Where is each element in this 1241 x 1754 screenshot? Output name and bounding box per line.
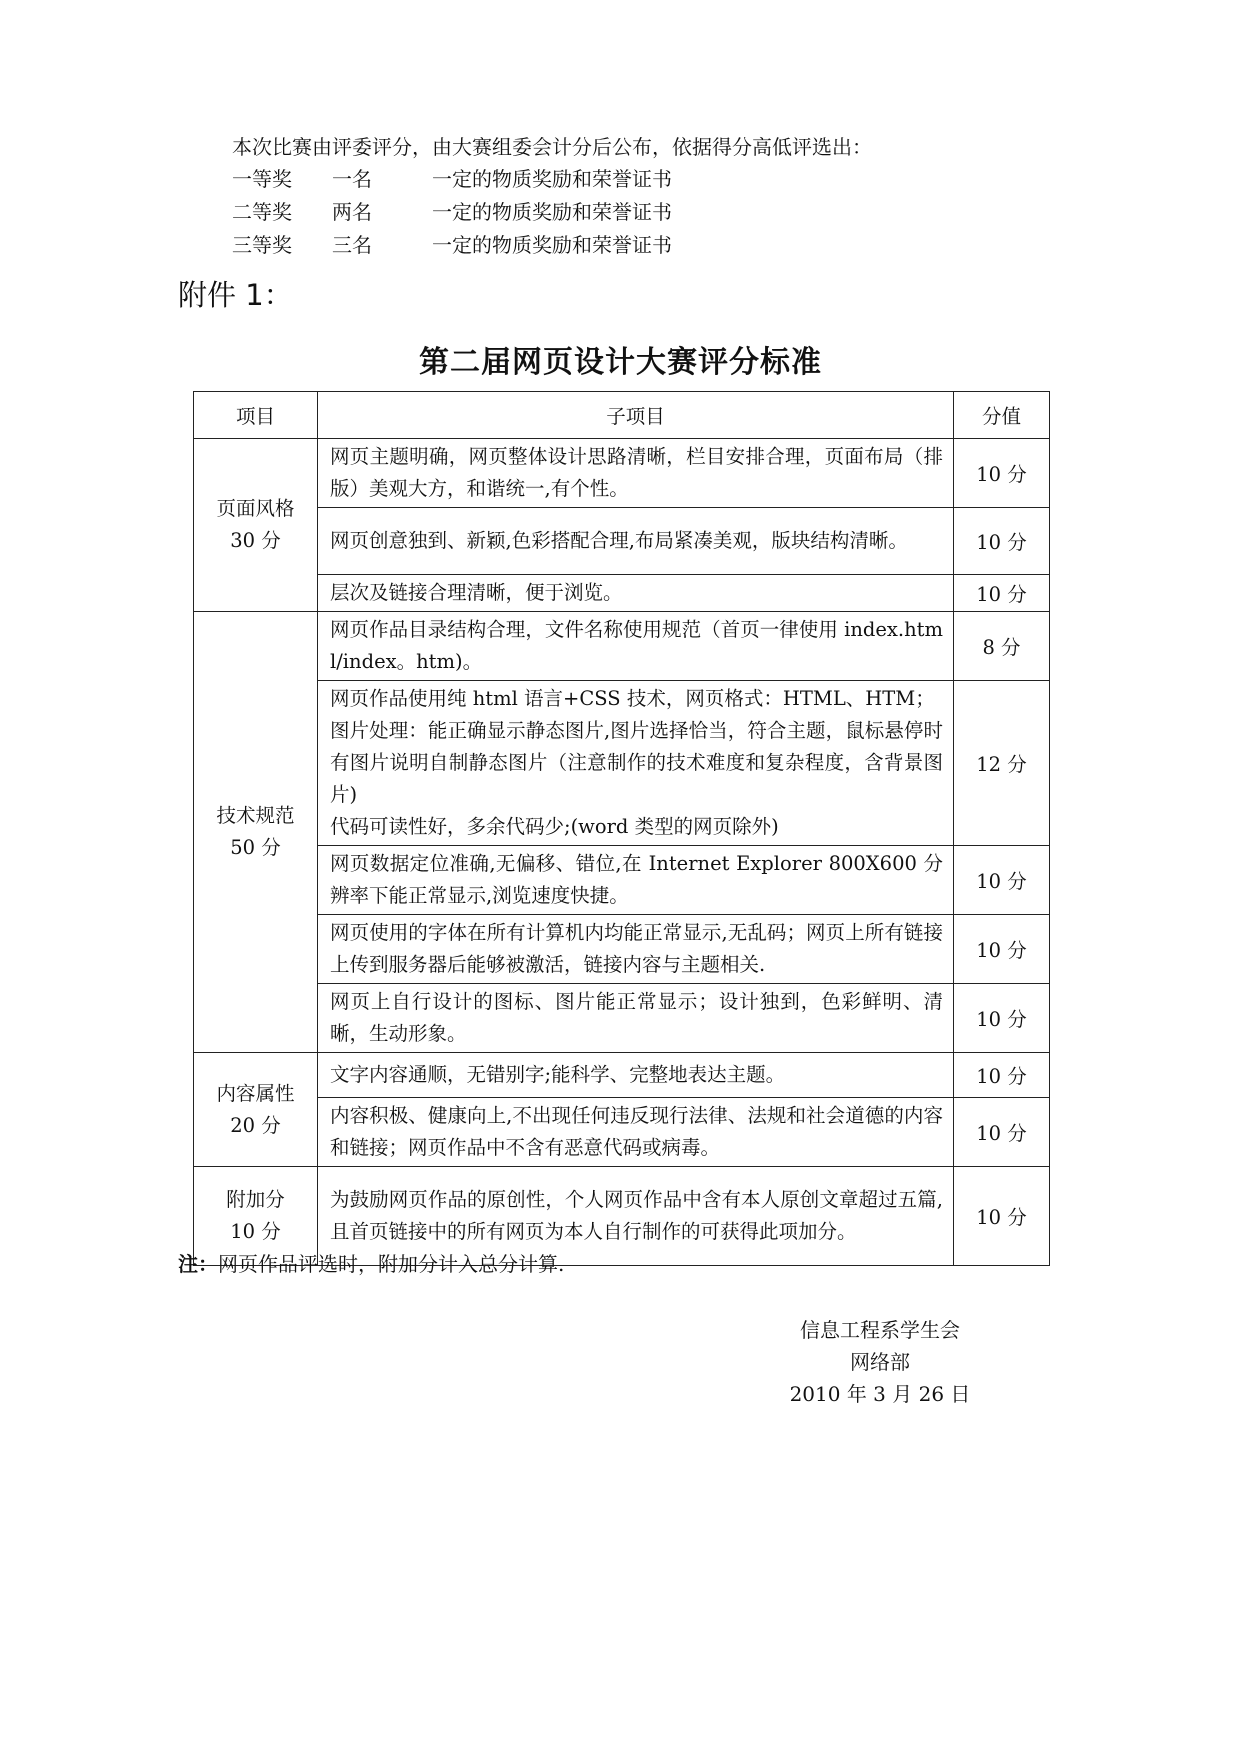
prize-count: 三名	[332, 233, 372, 257]
subitem-line: 代码可读性好，多余代码少;(word 类型的网页除外)	[330, 815, 779, 838]
category-cell	[194, 1053, 318, 1167]
points-cell: 10 分	[954, 915, 1050, 984]
header-category: 项目	[194, 392, 318, 439]
prize-name: 二等奖	[232, 200, 292, 224]
header-subitem: 子项目	[318, 392, 954, 439]
prize-name: 一等奖	[232, 167, 292, 191]
subitem-cell: 层次及链接合理清晰，便于浏览。	[318, 575, 954, 612]
intro-text: 本次比赛由评委评分，由大赛组委会计分后公布，依据得分高低评选出：	[232, 135, 872, 159]
prize-line-third	[232, 229, 872, 262]
subitem-cell: 网页上自行设计的图标、图片能正常显示；设计独到，色彩鲜明、清晰，生动形象。	[318, 984, 954, 1053]
scoring-table	[193, 391, 1050, 1266]
prize-reward: 一定的物质奖励和荣誉证书	[432, 167, 672, 191]
points-cell: 10 分	[954, 846, 1050, 915]
prize-name: 三等奖	[232, 233, 292, 257]
note-label: 注：	[178, 1252, 218, 1276]
subitem-cell: 网页创意独到、新颖,色彩搭配合理,布局紧凑美观，版块结构清晰。	[318, 508, 954, 575]
note-text: 网页作品评选时，附加分计入总分计算.	[218, 1252, 565, 1276]
subitem-cell: 为鼓励网页作品的原创性，个人网页作品中含有本人原创文章超过五篇,且首页链接中的所有网页为本人自行制作的可获得此项加分。	[318, 1167, 954, 1266]
points-cell: 10 分	[954, 575, 1050, 612]
subitem-cell	[318, 681, 954, 846]
category-points: 20 分	[230, 1113, 281, 1137]
table-row	[194, 439, 1050, 508]
table-row	[194, 1053, 1050, 1098]
subitem-cell: 文字内容通顺，无错别字;能科学、完整地表达主题。	[318, 1053, 954, 1098]
points-cell: 12 分	[954, 681, 1050, 846]
intro-section	[232, 131, 872, 262]
table-row	[194, 612, 1050, 681]
table-row	[194, 846, 1050, 915]
category-points: 50 分	[230, 836, 281, 859]
prize-reward: 一定的物质奖励和荣誉证书	[432, 200, 672, 224]
prize-count: 一名	[332, 167, 372, 191]
subitem-cell: 网页作品目录结构合理，文件名称使用规范（首页一律使用 index.html/index。htm)。	[318, 612, 954, 681]
subitem-cell: 网页主题明确，网页整体设计思路清晰，栏目安排合理，页面布局（排版）美观大方，和谐统一,有个性。	[318, 439, 954, 508]
attachment-label: 附件 1：	[178, 278, 293, 312]
table-row	[194, 681, 1050, 846]
table-row	[194, 984, 1050, 1053]
points-cell: 10 分	[954, 508, 1050, 575]
signature-org: 信息工程系学生会	[800, 1318, 960, 1342]
points-cell: 8 分	[954, 612, 1050, 681]
table-header-row	[194, 392, 1050, 439]
prize-reward: 一定的物质奖励和荣誉证书	[432, 233, 672, 257]
signature-block	[760, 1314, 1000, 1410]
header-points: 分值	[954, 392, 1050, 439]
table-row	[194, 915, 1050, 984]
points-cell: 10 分	[954, 1098, 1050, 1167]
note	[178, 1248, 564, 1277]
prize-count: 两名	[332, 200, 372, 224]
prize-line-second	[232, 196, 872, 229]
category-points: 10 分	[230, 1220, 281, 1243]
category-name: 技术规范	[216, 804, 295, 827]
points-cell: 10 分	[954, 439, 1050, 508]
subitem-cell: 网页数据定位准确,无偏移、错位,在 Internet Explorer 800X600 分辨率下能正常显示,浏览速度快捷。	[318, 846, 954, 915]
category-cell	[194, 612, 318, 1053]
table-row	[194, 508, 1050, 575]
table-row	[194, 575, 1050, 612]
subitem-line: 图片处理：能正确显示静态图片,图片选择恰当，符合主题，鼠标悬停时有图片说明自制静态图片（注意制作的技术难度和复杂程度，含背景图片)	[330, 719, 943, 806]
signature-dept: 网络部	[850, 1350, 910, 1374]
category-name: 附加分	[226, 1188, 285, 1211]
points-cell: 10 分	[954, 1167, 1050, 1266]
category-cell	[194, 439, 318, 612]
subitem-line: 网页作品使用纯 html 语言+CSS 技术，网页格式：HTML、HTM；	[330, 687, 935, 710]
document-title: 第二届网页设计大赛评分标准	[419, 345, 822, 380]
subitem-cell: 内容积极、健康向上,不出现任何违反现行法律、法规和社会道德的内容和链接；网页作品中不含有恶意代码或病毒。	[318, 1098, 954, 1167]
category-points: 30 分	[230, 529, 281, 552]
points-cell: 10 分	[954, 1053, 1050, 1098]
signature-date: 2010 年 3 月 26 日	[789, 1382, 971, 1406]
category-name: 页面风格	[216, 497, 295, 520]
table-row	[194, 1098, 1050, 1167]
category-name: 内容属性	[216, 1081, 295, 1105]
prize-line-first	[232, 163, 872, 196]
subitem-cell: 网页使用的字体在所有计算机内均能正常显示,无乱码；网页上所有链接上传到服务器后能够被激活，链接内容与主题相关.	[318, 915, 954, 984]
points-cell: 10 分	[954, 984, 1050, 1053]
